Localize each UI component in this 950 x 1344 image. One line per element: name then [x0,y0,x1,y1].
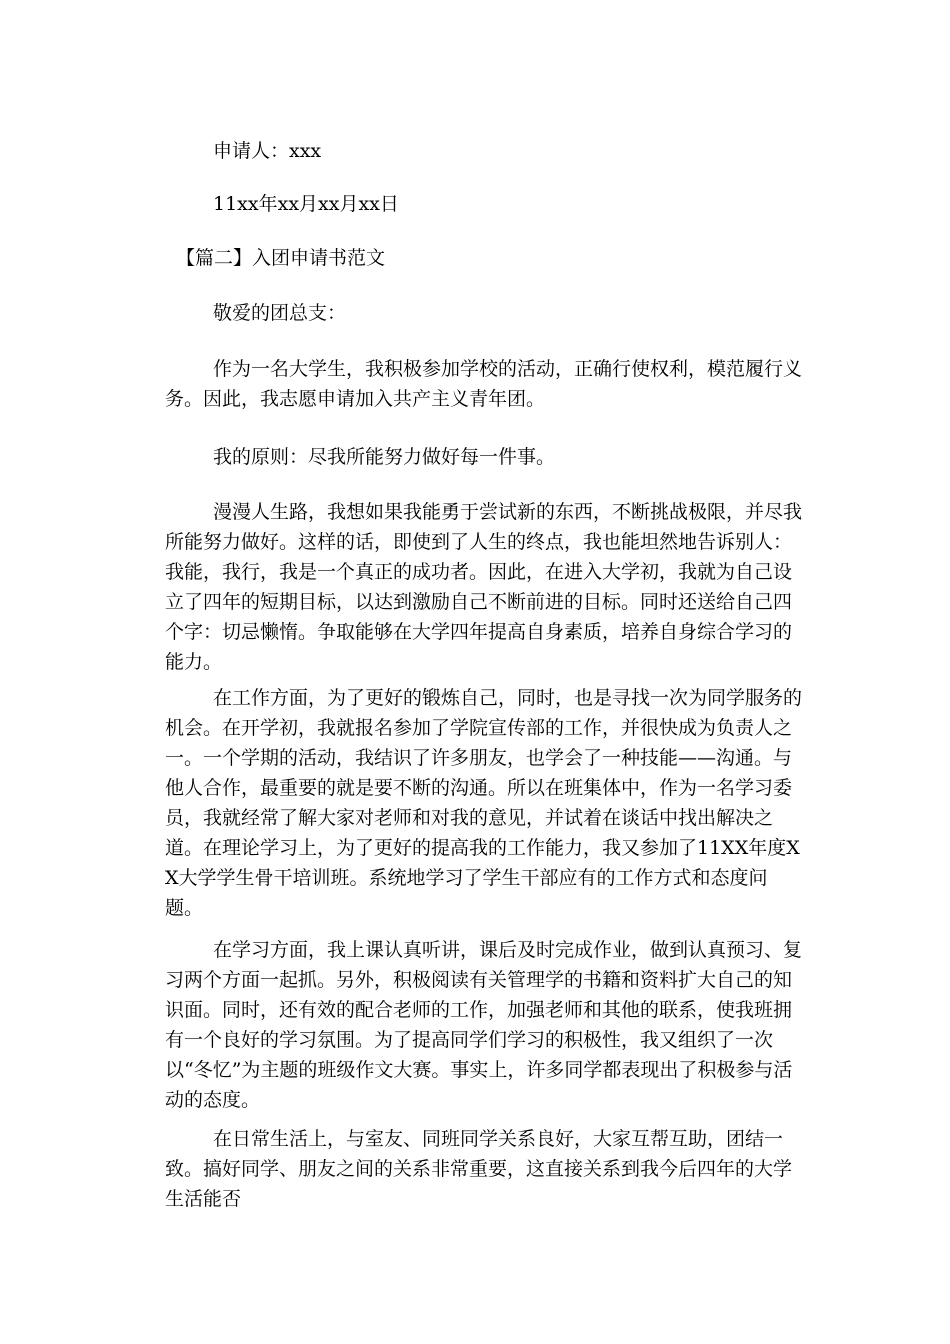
paragraph-6: 在日常生活上，与室友、同班同学关系良好，大家互帮互助，团结一致。搞好同学、朋友之间的关系非常重要，这直接关系到我今后四年的大学生活能否 [165,1128,793,1210]
paragraph-5: 在学习方面，我上课认真听讲，课后及时完成作业，做到认真预习、复习两个方面一起抓。另外，积极阅读有关管理学的书籍和资料扩大自己的知识面。同时，还有效的配合老师的工作，加强老师和其他的联系，使我班拥有一个良好的学习氛围。为了提高同学们学习的积极性，我又组织了一次以“冬忆”为主题的班级作文大赛。事实上，许多同学都表现出了积极参与活动的态度。 [165,939,803,1111]
paragraph-1: 作为一名大学生，我积极参加学校的活动，正确行使权利，模范履行义务。因此，我志愿申请加入共产主义青年团。 [165,358,803,410]
salutation: 敬爱的团总支： [213,302,347,324]
date-line: 11xx年xx月xx月xx日 [213,193,399,215]
applicant-line: 申请人：xxx [213,140,322,162]
section-heading: 【篇二】入团申请书范文 [176,247,386,269]
paragraph-2: 我的原则：尽我所能努力做好每一件事。 [213,446,556,468]
paragraph-3: 漫漫人生路，我想如果我能勇于尝试新的东西，不断挑战极限，并尽我所能努力做好。这样的话，即使到了人生的终点，我也能坦然地告诉别人：我能，我行，我是一个真正的成功者。因此，在进入大学初，我就为自己设立了四年的短期目标，以达到激励自己不断前进的目标。同时还送给自己四个字：切忌懒惰。争取能够在大学四年提高自身素质，培养自身综合学习的能力。 [165,501,803,673]
paragraph-4: 在工作方面，为了更好的锻炼自己，同时，也是寻找一次为同学服务的机会。在开学初，我就报名参加了学院宣传部的工作，并很快成为负责人之一。一个学期的活动，我结识了许多朋友，也学会了一种技能——沟通。与他人合作，最重要的就是要不断的沟通。所以在班集体中，作为一名学习委员，我就经常了解大家对老师和对我的意见，并试着在谈话中找出解决之道。在理论学习上，为了更好的提高我的工作能力，我又参加了11XX年度XX大学学生骨干培训班。系统地学习了学生干部应有的工作方式和态度问题。 [165,687,803,919]
